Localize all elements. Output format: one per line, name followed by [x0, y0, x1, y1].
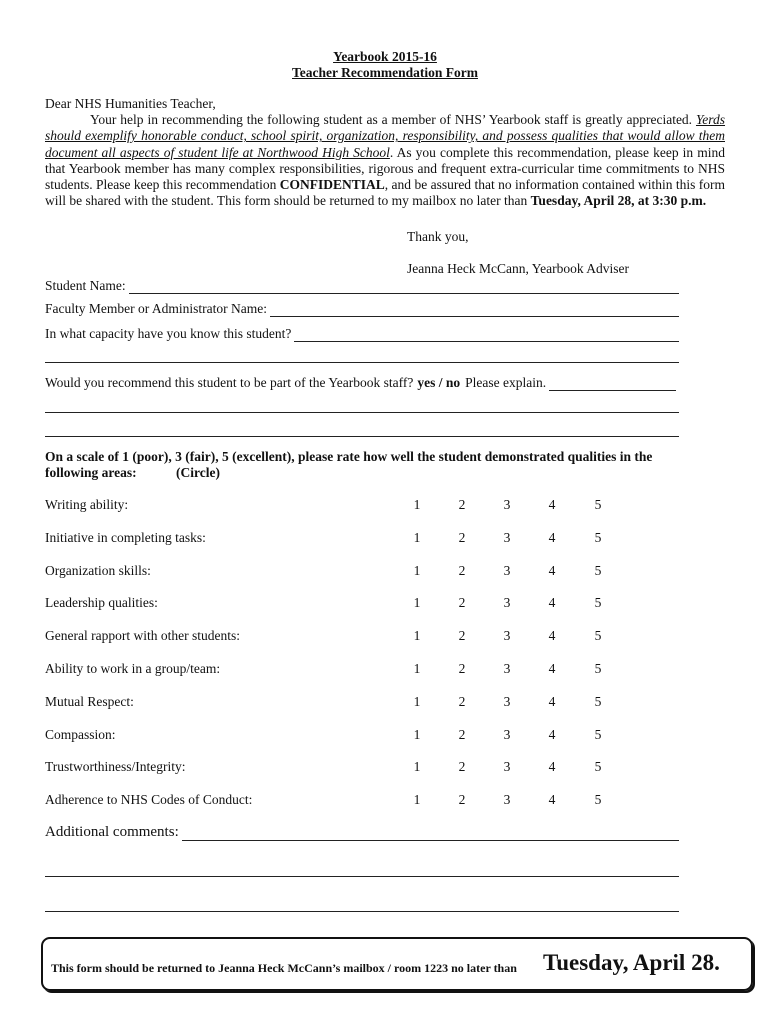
recommend-field: [45, 375, 676, 391]
comments-label: Additional comments:: [45, 824, 179, 840]
rating-row: [45, 595, 605, 613]
rating-item-label: Adherence to NHS Codes of Conduct:: [45, 792, 253, 808]
rating-instructions-text: On a scale of 1 (poor), 3 (fair), 5 (excellent), please rate how well the student demonstrated qualities in the following areas:: [45, 449, 653, 480]
rating-option-3[interactable]: 3: [503, 726, 511, 742]
rating-option-2[interactable]: 2: [458, 595, 466, 611]
rating-option-1[interactable]: 1: [413, 595, 421, 611]
rating-option-1[interactable]: 1: [413, 497, 421, 512]
rating-row: [45, 563, 605, 581]
rating-option-4[interactable]: 4: [548, 497, 556, 512]
confidential-text: CONFIDENTIAL: [279, 177, 385, 193]
faculty-name-label: Faculty Member or Administrator Name:: [45, 301, 267, 316]
rating-row: [45, 497, 605, 515]
student-name-label: Student Name:: [45, 278, 126, 293]
rating-option-2[interactable]: 2: [458, 497, 466, 512]
rating-row: [45, 530, 605, 548]
rating-option-2[interactable]: 2: [458, 693, 466, 709]
rating-row: [45, 792, 605, 810]
rating-option-2[interactable]: 2: [458, 661, 466, 676]
rating-option-3[interactable]: 3: [503, 529, 511, 545]
explain-line-2[interactable]: [45, 412, 679, 413]
rating-option-1[interactable]: 1: [413, 726, 421, 742]
rating-item-label: Writing ability:: [45, 497, 129, 512]
return-text: , and be assured that no information contained within this form will be shared with the student. This form should be returned to my mailbox no later than: [45, 177, 725, 209]
rating-option-4[interactable]: 4: [548, 529, 556, 545]
rating-row: [45, 759, 605, 777]
rating-option-1[interactable]: 1: [413, 693, 421, 709]
yes-no-choice[interactable]: yes / no: [417, 375, 461, 390]
deadline-notice-box: [41, 937, 753, 991]
faculty-name-input[interactable]: [270, 304, 679, 317]
intro-text: Your help in recommending the following student as a member of NHS’ Yearbook staff is greatly appreciated.: [90, 112, 693, 128]
rating-option-4[interactable]: 4: [548, 759, 556, 775]
rating-option-4[interactable]: 4: [548, 726, 556, 742]
rating-option-2[interactable]: 2: [458, 759, 466, 775]
comments-line-3[interactable]: [45, 911, 679, 912]
rating-option-4[interactable]: 4: [548, 562, 556, 578]
rating-option-3[interactable]: 3: [503, 595, 511, 611]
rating-option-3[interactable]: 3: [503, 497, 511, 512]
rating-row: [45, 727, 605, 745]
rating-option-1[interactable]: 1: [413, 562, 421, 578]
rating-option-5[interactable]: 5: [594, 562, 602, 578]
rating-row: [45, 628, 605, 646]
rating-option-2[interactable]: 2: [458, 726, 466, 742]
rating-option-4[interactable]: 4: [548, 595, 556, 611]
thank-you: Thank you,: [407, 229, 469, 244]
deadline-text: Tuesday, April 28, at 3:30 p.m.: [530, 193, 707, 209]
rating-option-5[interactable]: 5: [594, 661, 602, 676]
rating-option-5[interactable]: 5: [594, 759, 602, 775]
rating-option-1[interactable]: 1: [413, 529, 421, 545]
rating-option-5[interactable]: 5: [594, 529, 602, 545]
capacity-input[interactable]: [294, 329, 679, 342]
comments-line-2[interactable]: [45, 876, 679, 877]
rating-item-label: Initiative in completing tasks:: [45, 529, 206, 545]
rating-item-label: Mutual Respect:: [45, 693, 134, 709]
rating-option-5[interactable]: 5: [594, 628, 602, 644]
letter-body: [45, 96, 725, 209]
rating-option-5[interactable]: 5: [594, 726, 602, 742]
form-title: Yearbook 2015-16: [333, 49, 437, 64]
rating-option-4[interactable]: 4: [548, 628, 556, 644]
rating-row: [45, 694, 605, 712]
rating-option-3[interactable]: 3: [503, 628, 511, 644]
rating-option-2[interactable]: 2: [458, 628, 466, 644]
rating-option-5[interactable]: 5: [594, 792, 602, 808]
recommend-question: Would you recommend this student to be part of the Yearbook staff?: [45, 375, 414, 390]
rating-option-3[interactable]: 3: [503, 661, 511, 676]
rating-option-1[interactable]: 1: [413, 628, 421, 644]
form-subtitle: Teacher Recommendation Form: [292, 65, 478, 80]
explain-line-3[interactable]: [45, 436, 679, 437]
salutation: Dear NHS Humanities Teacher,: [45, 96, 216, 111]
rating-item-label: Leadership qualities:: [45, 595, 158, 611]
rating-row: [45, 661, 605, 679]
rating-option-2[interactable]: 2: [458, 529, 466, 545]
rating-option-2[interactable]: 2: [458, 792, 466, 808]
student-name-input[interactable]: [129, 281, 679, 294]
faculty-name-field: [45, 301, 679, 317]
capacity-line-2[interactable]: [45, 362, 679, 363]
deadline-date: Tuesday, April 28.: [543, 950, 720, 975]
rating-option-3[interactable]: 3: [503, 792, 511, 808]
rating-item-label: General rapport with other students:: [45, 628, 240, 644]
rating-item-label: Organization skills:: [45, 562, 151, 578]
rating-instructions: [45, 449, 685, 481]
responsibilities-text: . As you complete this recommendation, please keep in mind that Yearbook member has many complex responsibilities, rigorous and frequent extra-curricular time commitments to NHS students. Please keep this recommendation: [45, 144, 725, 193]
deadline-notice: This form should be returned to Jeanna Heck McCann’s mailbox / room 1223 no later than: [51, 961, 517, 975]
rating-option-3[interactable]: 3: [503, 562, 511, 578]
rating-option-3[interactable]: 3: [503, 693, 511, 709]
rating-option-4[interactable]: 4: [548, 693, 556, 709]
rating-option-4[interactable]: 4: [548, 792, 556, 808]
capacity-label: In what capacity have you know this student?: [45, 326, 292, 341]
rating-option-5[interactable]: 5: [594, 693, 602, 709]
student-name-field: [45, 278, 679, 294]
signature: Jeanna Heck McCann, Yearbook Adviser: [407, 261, 629, 276]
rating-item-label: Trustworthiness/Integrity:: [45, 759, 186, 775]
rating-option-4[interactable]: 4: [548, 661, 556, 676]
explain-input[interactable]: [549, 378, 676, 391]
qualities-text: Yerds should exemplify honorable conduct, school spirit, organization, responsibility, and possess qualities that would allow them document all aspects of student life at Northwood High School: [45, 112, 726, 160]
capacity-field: [45, 326, 679, 342]
rating-item-label: Ability to work in a group/team:: [45, 661, 221, 676]
circle-note: (Circle): [176, 465, 220, 480]
rating-option-5[interactable]: 5: [594, 497, 602, 512]
rating-option-2[interactable]: 2: [458, 562, 466, 578]
explain-label: Please explain.: [465, 375, 547, 390]
comments-field: [45, 824, 679, 841]
comments-input[interactable]: [182, 828, 679, 841]
rating-option-1[interactable]: 1: [413, 661, 421, 676]
rating-option-1[interactable]: 1: [413, 759, 421, 775]
rating-item-label: Compassion:: [45, 726, 116, 742]
rating-option-3[interactable]: 3: [503, 759, 511, 775]
rating-option-5[interactable]: 5: [594, 595, 602, 611]
rating-option-1[interactable]: 1: [413, 792, 421, 808]
